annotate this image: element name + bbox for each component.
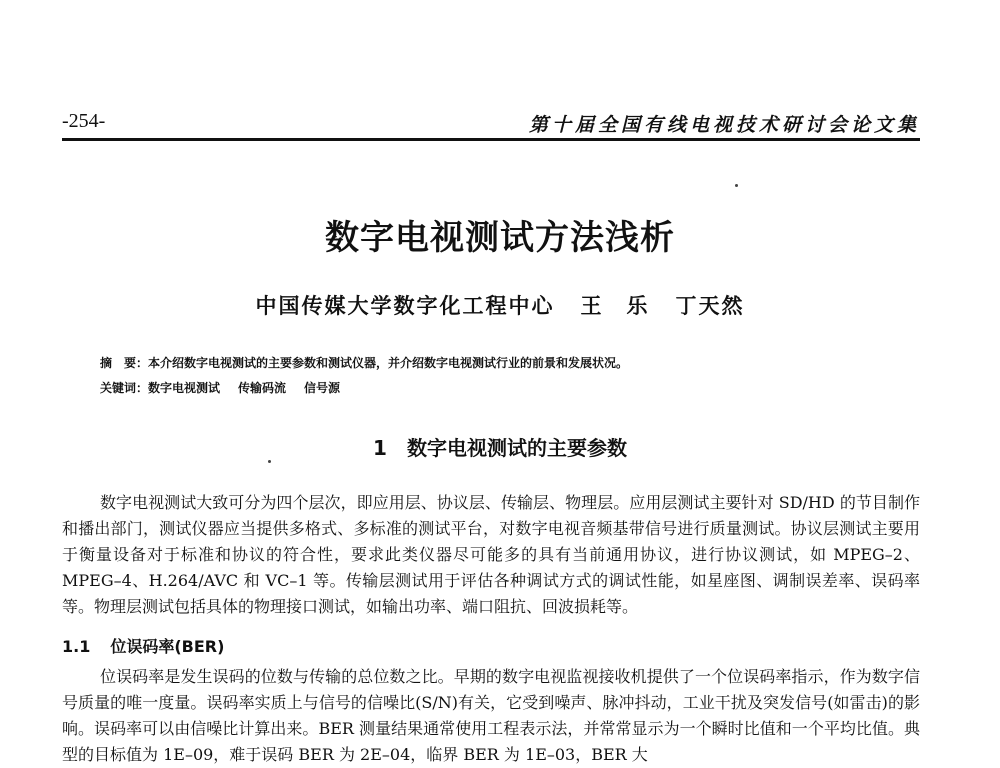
- keyword-2: 传输码流: [238, 381, 287, 395]
- journal-title: 第十届全国有线电视技术研讨会论文集: [528, 114, 920, 136]
- scan-speck: [735, 184, 738, 187]
- keywords: [100, 378, 920, 398]
- section-1-paragraph: 数字电视测试大致可分为四个层次，即应用层、协议层、传输层、物理层。应用层测试主要针对 SD/HD 的节目制作和播出部门，测试仪器应当提供多格式、多标准的测试平台，对数字电视音频基带信号进行质量测试。协议层测试主要用于衡量设备对于标准和协议的符合性，要求此类仪器尽可能多的具有当前通用协议，进行协议测试，如 MPEG–2、MPEG–4、H.264/AVC 和 VC–1 等。传输层测试用于评估各种调试方式的调试性能，如星座图、调制误差率、误码率等。物理层测试包括具体的物理接口测试，如输出功率、端口阻抗、回波损耗等。: [62, 493, 920, 616]
- paper-title: 数字电视测试方法浅析: [325, 218, 675, 258]
- author-line: [0, 290, 1000, 320]
- abstract: [100, 353, 920, 373]
- keywords-label: 关键词：: [100, 381, 149, 395]
- subsection-1-1-number: 1.1: [62, 637, 91, 656]
- scan-speck: [268, 460, 271, 463]
- section-1-number: 1: [373, 436, 387, 460]
- running-header: [62, 108, 920, 138]
- page-number: -254-: [62, 110, 106, 132]
- author-1: 王 乐: [580, 294, 650, 318]
- subsection-1-1-paragraph: 位误码率是发生误码的位数与传输的总位数之比。早期的数字电视监视接收机提供了一个位误码率指示，作为数字信号质量的唯一度量。误码率实质上与信号的信噪比(S/N)有关，它受到噪声、脉冲抖动，工业干扰及突发信号(如雷击)的影响。误码率可以由信噪比计算出来。BER 测量结果通常使用工程表示法，并常常显示为一个瞬时比值和一个平均比值。典型的目标值为 1E–09，难于误码 BER 为 2E–04，临界 BER 为 1E–03，BER 大: [62, 667, 920, 764]
- section-1-heading: [0, 432, 1000, 461]
- subsection-1-1-heading: [62, 634, 224, 657]
- abstract-label: 摘 要：: [100, 356, 149, 370]
- keyword-3: 信号源: [304, 381, 341, 395]
- author-2: 丁天然: [675, 294, 745, 318]
- abstract-text: 本介绍数字电视测试的主要参数和测试仪器，并介绍数字电视测试行业的前景和发展状况。: [148, 356, 629, 370]
- subsection-1-1-title: 位误码率(BER): [110, 637, 225, 656]
- section-1-title: 数字电视测试的主要参数: [406, 436, 627, 460]
- header-rule: [62, 138, 920, 141]
- keyword-1: 数字电视测试: [148, 381, 221, 395]
- affiliation: 中国传媒大学数字化工程中心: [255, 294, 555, 318]
